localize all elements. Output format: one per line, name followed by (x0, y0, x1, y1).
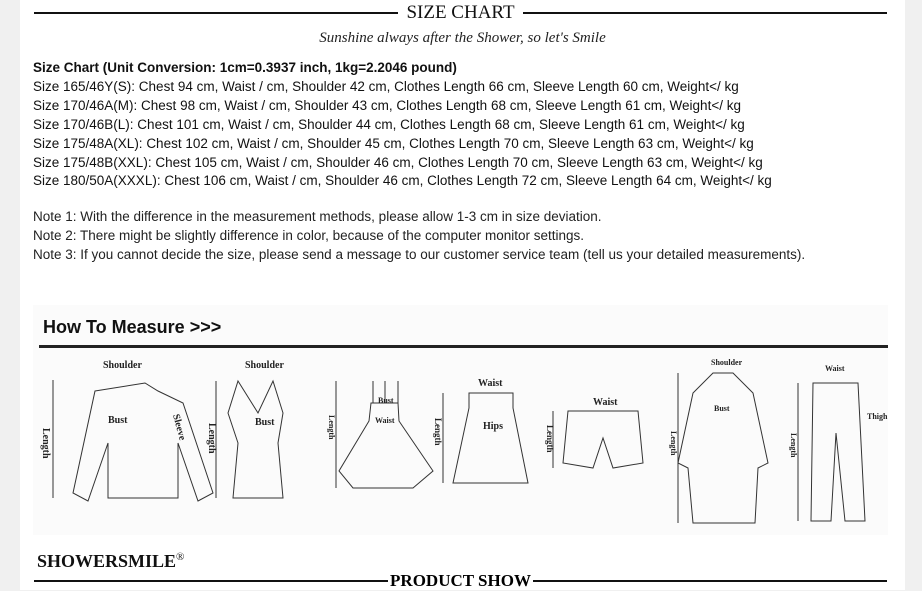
section-title: SIZE CHART (406, 2, 515, 23)
product-show-header (34, 571, 887, 591)
how-to-measure-title: How To Measure >>> (43, 317, 222, 337)
note: Note 1: With the difference in the measurement methods, please allow 1-3 cm in size deviation. (33, 209, 602, 224)
size-chart-header (34, 3, 887, 23)
size-row: Size 170/46B(L): Chest 101 cm, Waist / cm, Shoulder 44 cm, Clothes Length 68 cm, Sleeve Length 61 cm, Weight</ kg (33, 116, 745, 132)
svg-text:Bust: Bust (108, 415, 128, 426)
blouse-diagram (40, 360, 213, 501)
measurement-diagrams (33, 353, 888, 533)
pants-diagram (789, 364, 888, 521)
size-row: Size 180/50A(XXXL): Chest 106 cm, Waist / cm, Shoulder 46 cm, Clothes Length 72 cm, Sleeve Length 64 cm, Weight</ kg (33, 173, 772, 189)
svg-text:Length: Length (40, 428, 51, 459)
svg-text:Length: Length (789, 433, 798, 458)
svg-text:Bust: Bust (714, 404, 730, 413)
svg-text:Shoulder: Shoulder (245, 360, 284, 371)
size-row: Size 175/48A(XL): Chest 102 cm, Waist / cm, Shoulder 45 cm, Clothes Length 70 cm, Sleeve Length 63 cm, Weight</ kg (33, 135, 754, 151)
svg-text:Bust: Bust (378, 396, 394, 405)
dress-diagram (327, 381, 433, 488)
svg-text:Length: Length (669, 431, 678, 456)
brand-logo (37, 551, 184, 572)
divider (39, 345, 888, 348)
svg-text:Thigh: Thigh (867, 412, 888, 421)
product-description (20, 0, 905, 590)
svg-text:Waist: Waist (375, 416, 395, 425)
svg-text:Sleeve: Sleeve (170, 412, 188, 442)
skirt-diagram (433, 378, 528, 483)
svg-text:Bust: Bust (255, 417, 275, 428)
svg-text:Waist: Waist (825, 364, 845, 373)
brand-name: SHOWERSMILE (37, 551, 177, 571)
svg-text:Length: Length (206, 423, 217, 454)
note: Note 3: If you cannot decide the size, please send a message to our customer service team (tell us your detailed measurements). (33, 247, 806, 262)
note: Note 2: There might be slightly difference in color, because of the computer monitor settings. (33, 228, 585, 243)
how-to-measure (33, 305, 888, 535)
svg-text:Hips: Hips (483, 421, 504, 432)
svg-text:Length: Length (433, 418, 443, 446)
registered-mark: ® (176, 551, 185, 563)
svg-text:Length: Length (545, 425, 555, 453)
size-row: Size 165/46Y(S): Chest 94 cm, Waist / cm, Shoulder 42 cm, Clothes Length 66 cm, Sleeve Length 60 cm, Weight</ kg (33, 78, 739, 94)
size-chart-heading: Size Chart (Unit Conversion: 1cm=0.3937 inch, 1kg=2.2046 pound) (33, 60, 457, 75)
size-row: Size 175/48B(XXL): Chest 105 cm, Waist / cm, Shoulder 46 cm, Clothes Length 70 cm, Sleeve Length 63 cm, Weight</ kg (33, 154, 763, 170)
svg-text:Shoulder: Shoulder (103, 360, 142, 371)
shorts-diagram (545, 397, 643, 468)
size-row: Size 170/46A(M): Chest 98 cm, Waist / cm, Shoulder 43 cm, Clothes Length 68 cm, Sleeve Length 61 cm, Weight</ kg (33, 97, 741, 113)
slogan: Sunshine always after the Shower, so let's Smile (319, 30, 606, 46)
svg-text:Waist: Waist (478, 378, 503, 389)
vest-diagram (206, 360, 284, 498)
product-show-title: PRODUCT SHOW (390, 571, 531, 590)
svg-text:Waist: Waist (593, 397, 618, 408)
svg-text:Length: Length (327, 415, 336, 440)
size-table (33, 59, 772, 191)
notes (33, 207, 805, 264)
svg-text:Shoulder: Shoulder (711, 358, 743, 367)
coat-diagram (669, 358, 768, 523)
